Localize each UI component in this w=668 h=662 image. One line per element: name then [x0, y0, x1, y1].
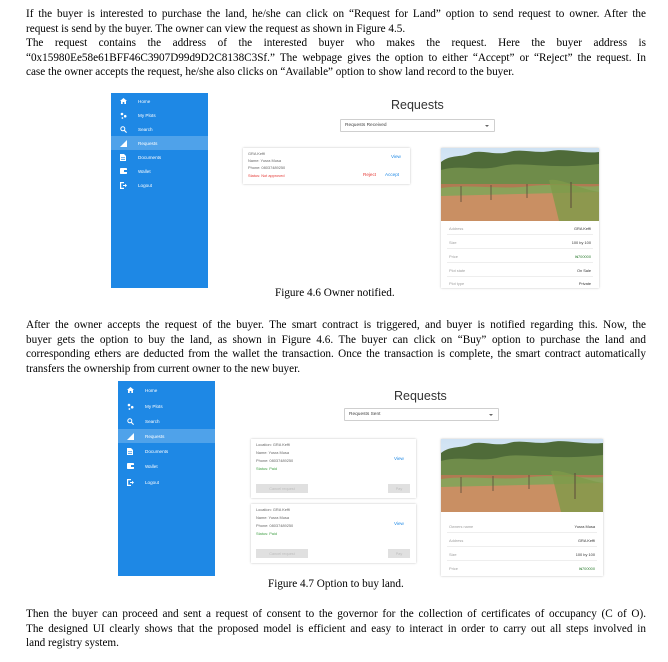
- prop-value: On Sale: [576, 268, 591, 273]
- prop-key: Price: [449, 254, 458, 259]
- text-line: After the owner accepts the request of the buyer. The smart contract is triggered, and buyer is notified regarding this. Now, the: [26, 319, 646, 331]
- request-filter-select[interactable]: [340, 119, 495, 132]
- request-phone: Phone: 08037489250: [248, 165, 286, 170]
- prop-row-price: [449, 254, 591, 259]
- wallet-icon: [122, 463, 138, 469]
- sidebar-item-search[interactable]: [118, 414, 215, 428]
- prop-key: Address: [449, 226, 464, 231]
- document-icon: [122, 448, 138, 455]
- request-card: [251, 504, 416, 563]
- sidebar-item-label: My Plots: [145, 403, 163, 409]
- sidebar-item-my-plots[interactable]: [111, 108, 208, 122]
- plot-card: [441, 439, 603, 576]
- divider: [447, 560, 597, 561]
- prop-row-size: [449, 552, 595, 557]
- plots-icon: [122, 403, 138, 410]
- figure-caption: Figure 4.7 Option to buy land.: [268, 578, 404, 590]
- request-status: Status: Not approved: [248, 173, 285, 178]
- sidebar-item-label: Documents: [138, 154, 162, 160]
- prop-key: Owners name: [449, 524, 474, 529]
- figure-caption: Figure 4.6 Owner notified.: [275, 287, 395, 299]
- request-location: GRA Keffi: [248, 151, 266, 156]
- sidebar-item-label: Home: [138, 98, 151, 104]
- sidebar-item-home[interactable]: [118, 383, 215, 397]
- divider: [447, 532, 597, 533]
- reject-button[interactable]: Reject: [363, 172, 377, 177]
- sidebar-item-label: Requests: [138, 140, 158, 146]
- prop-key: Plot type: [449, 281, 465, 286]
- text-line: transfers the ownership from current owner to the new buyer.: [26, 362, 301, 375]
- buyer-requests-screenshot: [118, 381, 607, 576]
- prop-key: Size: [449, 552, 457, 557]
- prop-row-size: [449, 240, 591, 245]
- sidebar-item-documents[interactable]: [118, 444, 215, 458]
- prop-key: Plot state: [449, 268, 466, 273]
- sidebar-item-home[interactable]: [111, 94, 208, 108]
- prop-value: GRA Keffi: [573, 226, 591, 231]
- sidebar-item-label: Documents: [145, 448, 169, 454]
- request-card: [243, 148, 410, 184]
- sidebar-item-label: Logout: [138, 182, 153, 188]
- prop-key: Price: [449, 566, 458, 571]
- sidebar-item-label: Wallet: [145, 463, 158, 469]
- home-icon: [122, 387, 138, 393]
- prop-row-price: [449, 566, 595, 571]
- prop-row-plot-type: [449, 281, 591, 286]
- divider: [447, 546, 597, 547]
- pay-button[interactable]: Pay: [388, 549, 410, 558]
- sidebar-item-wallet[interactable]: [111, 164, 208, 178]
- plot-photo: [441, 439, 603, 512]
- select-value: Requests Sent: [349, 412, 381, 417]
- divider: [447, 234, 593, 235]
- sidebar-item-requests[interactable]: [111, 136, 208, 150]
- view-button[interactable]: View: [394, 521, 404, 526]
- page-title: Requests: [391, 98, 444, 112]
- sidebar-item-label: Search: [138, 126, 153, 132]
- request-name: Name: Yusra Musa: [256, 515, 290, 520]
- paragraph-1: [26, 7, 646, 80]
- sidebar-item-label: Wallet: [138, 168, 151, 174]
- prop-value: Yusra Musa: [574, 524, 595, 529]
- prop-key: Size: [449, 240, 457, 245]
- request-location: Location: GRA Keffi: [256, 507, 290, 512]
- request-phone: Phone: 08037489250: [256, 458, 294, 463]
- text-line: case the owner accepts the request, he/she also clicks on “Available” option to show land record to the buyer.: [26, 66, 515, 79]
- paragraph-3: [26, 607, 646, 651]
- prop-value: ₦700000: [575, 254, 591, 259]
- prop-value: ₦700000: [579, 566, 595, 571]
- request-status: Status: Paid: [256, 466, 277, 471]
- plot-card: [441, 148, 599, 288]
- sidebar-item-label: Search: [145, 418, 160, 424]
- request-phone: Phone: 08037489250: [256, 523, 294, 528]
- sidebar: [111, 93, 208, 288]
- request-location: Location: GRA Keffi: [256, 442, 290, 447]
- prop-row-address: [449, 538, 595, 543]
- request-name: Name: Yusra Musa: [256, 450, 290, 455]
- sidebar-item-label: My Plots: [138, 112, 156, 118]
- text-line: request is send by the buyer. The owner can view the request as shown in Figure 4.5.: [26, 22, 406, 35]
- logout-icon: [115, 182, 131, 189]
- accept-button[interactable]: Accept: [385, 172, 400, 177]
- owner-requests-screenshot: [111, 93, 599, 288]
- request-filter-select[interactable]: [344, 408, 499, 421]
- select-value: Requests Received: [345, 123, 387, 128]
- sidebar-item-documents[interactable]: [111, 150, 208, 164]
- logout-icon: [122, 479, 138, 486]
- chevron-down-icon: [489, 414, 493, 416]
- prop-row-plot-state: [449, 268, 591, 273]
- request-name: Name: Yusra Musa: [248, 158, 282, 163]
- chevron-down-icon: [485, 125, 489, 127]
- wallet-icon: [115, 168, 131, 174]
- prop-value: GRA Keffi: [577, 538, 595, 543]
- view-button[interactable]: View: [391, 154, 401, 159]
- page-title: Requests: [394, 389, 447, 403]
- plots-icon: [115, 112, 131, 119]
- cancel-request-button[interactable]: Cancel request: [256, 484, 308, 493]
- divider: [447, 276, 593, 277]
- text-line: corresponding ethers are deducted from the wallet the transaction. Once the transaction is complete, the smart contract automatically: [26, 348, 646, 361]
- view-button[interactable]: View: [394, 456, 404, 461]
- prop-key: Address: [449, 538, 464, 543]
- home-icon: [115, 98, 131, 104]
- prop-value: 100 by 100: [575, 552, 595, 557]
- sidebar-item-label: Home: [145, 387, 158, 393]
- sidebar-item-search[interactable]: [111, 122, 208, 136]
- sidebar: [118, 381, 215, 576]
- sidebar-item-label: Requests: [145, 433, 165, 439]
- request-card: [251, 439, 416, 498]
- sidebar-item-label: Logout: [145, 479, 160, 485]
- divider: [447, 248, 593, 249]
- cancel-request-button[interactable]: Cancel request: [256, 549, 308, 558]
- text-line: The request contains the address of the interested buyer who makes the request. Here the buyer address is: [26, 37, 646, 50]
- signal-icon: [122, 433, 138, 440]
- text-line: The designed UI clearly shows that the proposed model is efficient and easy to interact in order to carry out all steps involved in: [26, 622, 646, 635]
- signal-icon: [115, 140, 131, 147]
- paragraph-2: [26, 318, 646, 376]
- text-line: Then the buyer can proceed and sent a request of consent to the governor for the collection of certificates of occupancy (C of O).: [26, 608, 646, 620]
- text-line: land registry system.: [26, 637, 119, 650]
- sidebar-item-logout[interactable]: [111, 178, 208, 192]
- sidebar-item-my-plots[interactable]: [118, 399, 215, 413]
- prop-value: Private: [578, 281, 591, 286]
- search-icon: [122, 418, 138, 425]
- text-line: “0x15980Ee58e61BFF46C3907D99d9D2C8138C3Sf.” The webpage gives the option to either “Accept” or “Reject” the request. In: [26, 51, 646, 64]
- plot-photo: [441, 148, 599, 221]
- sidebar-item-requests[interactable]: [118, 429, 215, 443]
- prop-row-owner: [449, 524, 595, 529]
- divider: [447, 262, 593, 263]
- request-status: Status: Paid: [256, 531, 277, 536]
- prop-row-address: [449, 226, 591, 231]
- sidebar-item-logout[interactable]: [118, 475, 215, 489]
- document-icon: [115, 154, 131, 161]
- search-icon: [115, 126, 131, 133]
- text-line: If the buyer is interested to purchase the land, he/she can click on “Request for Land” option to send request to owner. After the: [26, 8, 646, 20]
- prop-value: 100 by 100: [571, 240, 591, 245]
- text-line: buyer gets the option to buy the land, as shown in Figure 4.6. The buyer can click on “Buy” option to purchase the land and: [26, 333, 646, 346]
- sidebar-item-wallet[interactable]: [118, 459, 215, 473]
- pay-button[interactable]: Pay: [388, 484, 410, 493]
